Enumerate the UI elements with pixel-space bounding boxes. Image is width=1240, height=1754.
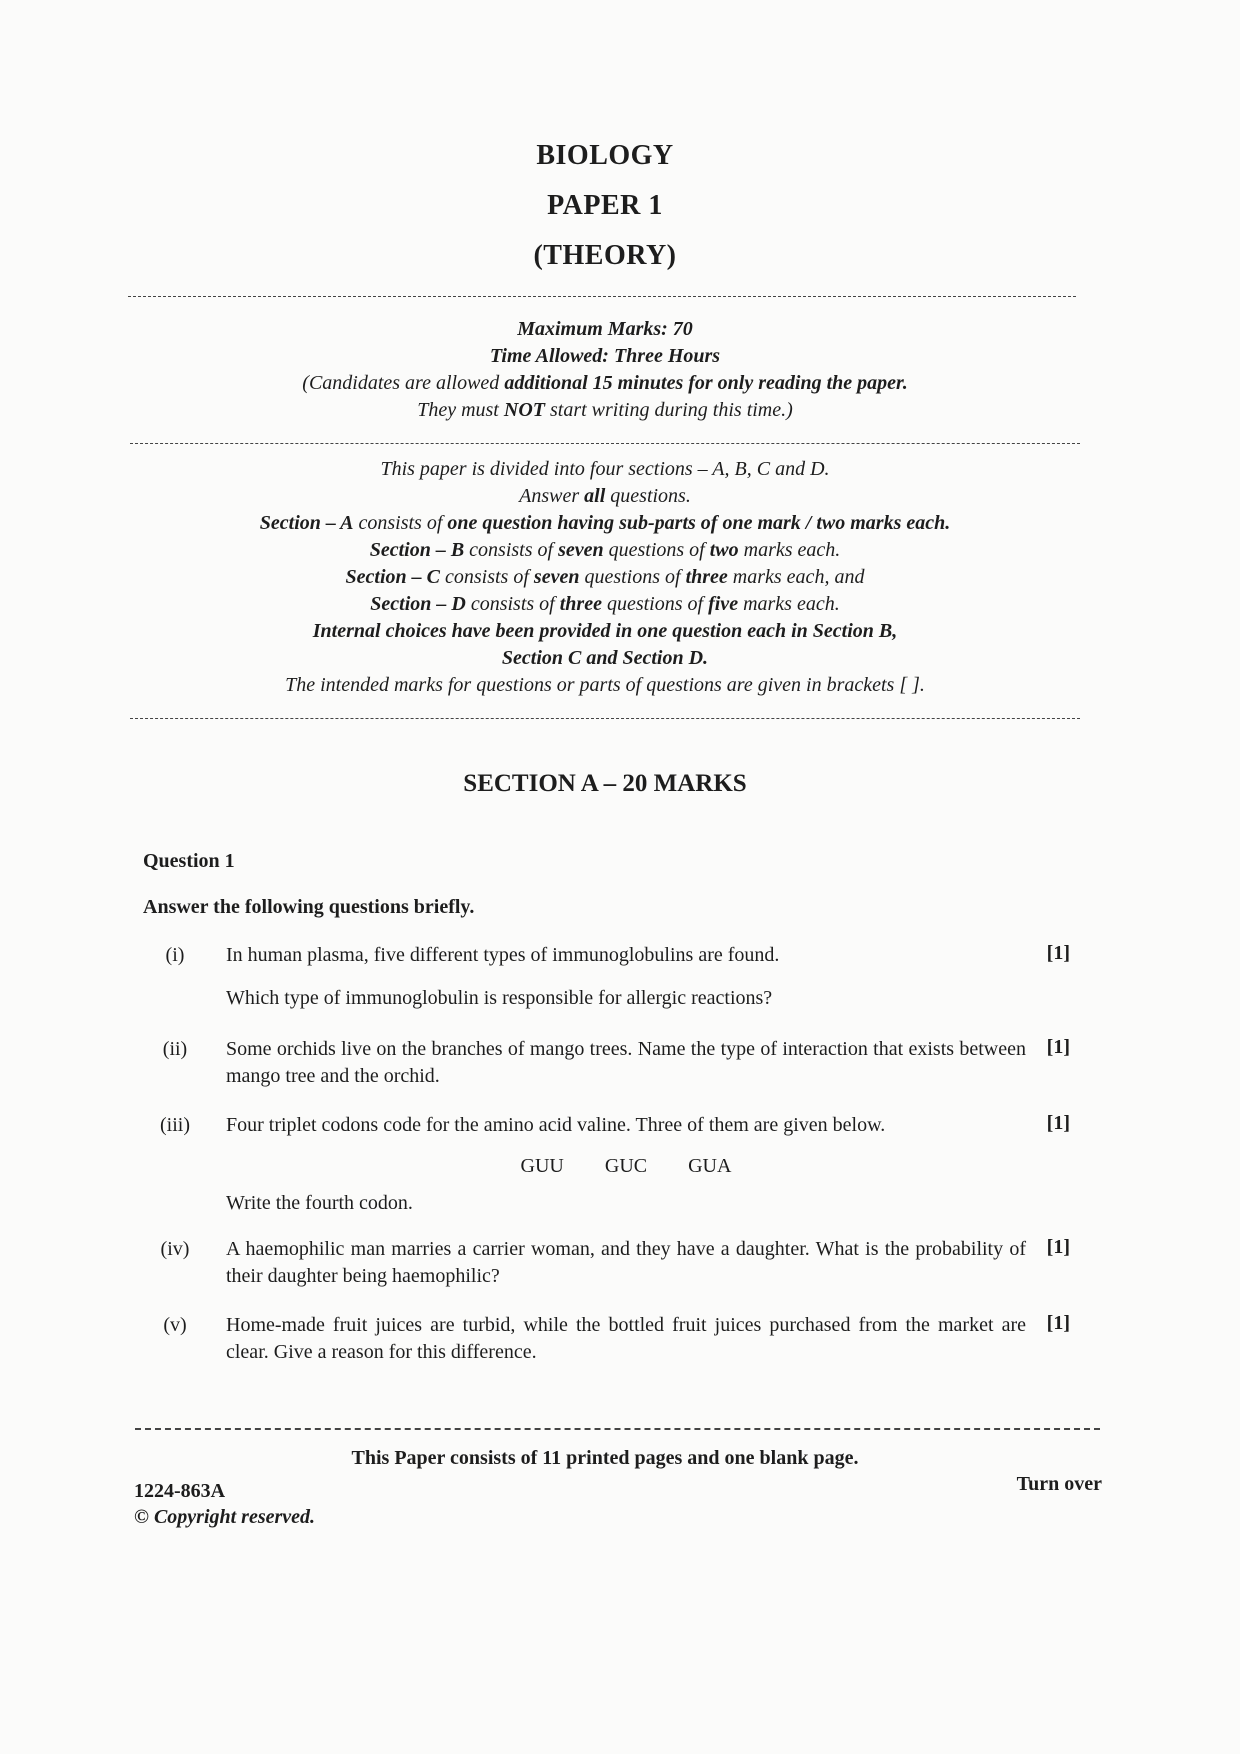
subject-title: BIOLOGY bbox=[536, 140, 674, 171]
instruction-internal-choice: Internal choices have been provided in one question each in Section B, bbox=[312, 620, 898, 642]
codon: GUU bbox=[520, 1155, 564, 1177]
subquestion-text: In human plasma, five different types of immunoglobulins are found. bbox=[226, 944, 780, 966]
writing-restriction-note: They must NOT start writing during this time.) bbox=[417, 399, 793, 421]
time-allowed: Time Allowed: Three Hours bbox=[489, 345, 721, 367]
max-marks: Maximum Marks: 70 bbox=[517, 318, 693, 340]
paper-code: 1224-863A bbox=[134, 1480, 226, 1502]
subquestion-text: Home-made fruit juices are turbid, while the bottled fruit juices purchased from the market are clear. Give a reason for this difference. bbox=[226, 1314, 1026, 1363]
subquestion-text: A haemophilic man marries a carrier woman, and they have a daughter. What is the probability of their daughter being haemophilic? bbox=[226, 1238, 1026, 1287]
subquestion-text-continued: Write the fourth codon. bbox=[226, 1192, 413, 1214]
subquestion-text-continued: Which type of immunoglobulin is responsible for allergic reactions? bbox=[226, 987, 773, 1009]
subquestion-text: Some orchids live on the branches of mango trees. Name the type of interaction that exists between mango tree and the orchid. bbox=[226, 1038, 1026, 1087]
question-prompt: Answer the following questions briefly. bbox=[143, 896, 475, 918]
subquestion-number: (ii) bbox=[162, 1038, 188, 1060]
instruction-section-d: Section – D consists of three questions of five marks each. bbox=[370, 593, 840, 615]
instruction-section-c: Section – C consists of seven questions of three marks each, and bbox=[345, 566, 865, 588]
divider-top bbox=[128, 296, 1076, 297]
divider-bottom bbox=[130, 718, 1080, 719]
divider-footer bbox=[135, 1428, 1100, 1430]
marks-badge: [1] bbox=[1046, 1236, 1070, 1258]
subquestion-number: (iii) bbox=[160, 1114, 190, 1136]
marks-badge: [1] bbox=[1046, 1036, 1070, 1058]
section-a-heading: SECTION A – 20 MARKS bbox=[463, 770, 747, 797]
instruction-sections: This paper is divided into four sections – A, B, C and D. bbox=[380, 458, 830, 480]
pages-note: This Paper consists of 11 printed pages and one blank page. bbox=[351, 1447, 859, 1469]
codon: GUA bbox=[688, 1155, 732, 1177]
instruction-marks-brackets: The intended marks for questions or parts of questions are given in brackets [ ]. bbox=[285, 674, 925, 696]
turn-over-label: Turn over bbox=[1016, 1473, 1102, 1495]
paper-title: PAPER 1 bbox=[547, 190, 663, 221]
subquestion-number: (i) bbox=[165, 944, 185, 966]
subquestion-number: (iv) bbox=[160, 1238, 190, 1260]
marks-badge: [1] bbox=[1046, 1312, 1070, 1334]
instruction-section-b: Section – B consists of seven questions of two marks each. bbox=[369, 539, 841, 561]
marks-badge: [1] bbox=[1046, 942, 1070, 964]
instruction-section-a: Section – A consists of one question having sub-parts of one mark / two marks each. bbox=[259, 512, 951, 534]
instruction-answer-all: Answer all questions. bbox=[519, 485, 691, 507]
subquestion-text: Four triplet codons code for the amino acid valine. Three of them are given below. bbox=[226, 1114, 886, 1136]
divider-middle bbox=[130, 443, 1080, 444]
paper-type: (THEORY) bbox=[533, 240, 677, 271]
codon-list bbox=[226, 1155, 1026, 1178]
codon: GUC bbox=[604, 1155, 648, 1177]
copyright-notice: © Copyright reserved. bbox=[134, 1506, 316, 1528]
marks-badge: [1] bbox=[1046, 1112, 1070, 1134]
question-label: Question 1 bbox=[143, 850, 235, 872]
subquestion-number: (v) bbox=[163, 1314, 187, 1336]
reading-time-note: (Candidates are allowed additional 15 minutes for only reading the paper. bbox=[302, 372, 908, 394]
instruction-internal-choice-2: Section C and Section D. bbox=[501, 647, 709, 669]
